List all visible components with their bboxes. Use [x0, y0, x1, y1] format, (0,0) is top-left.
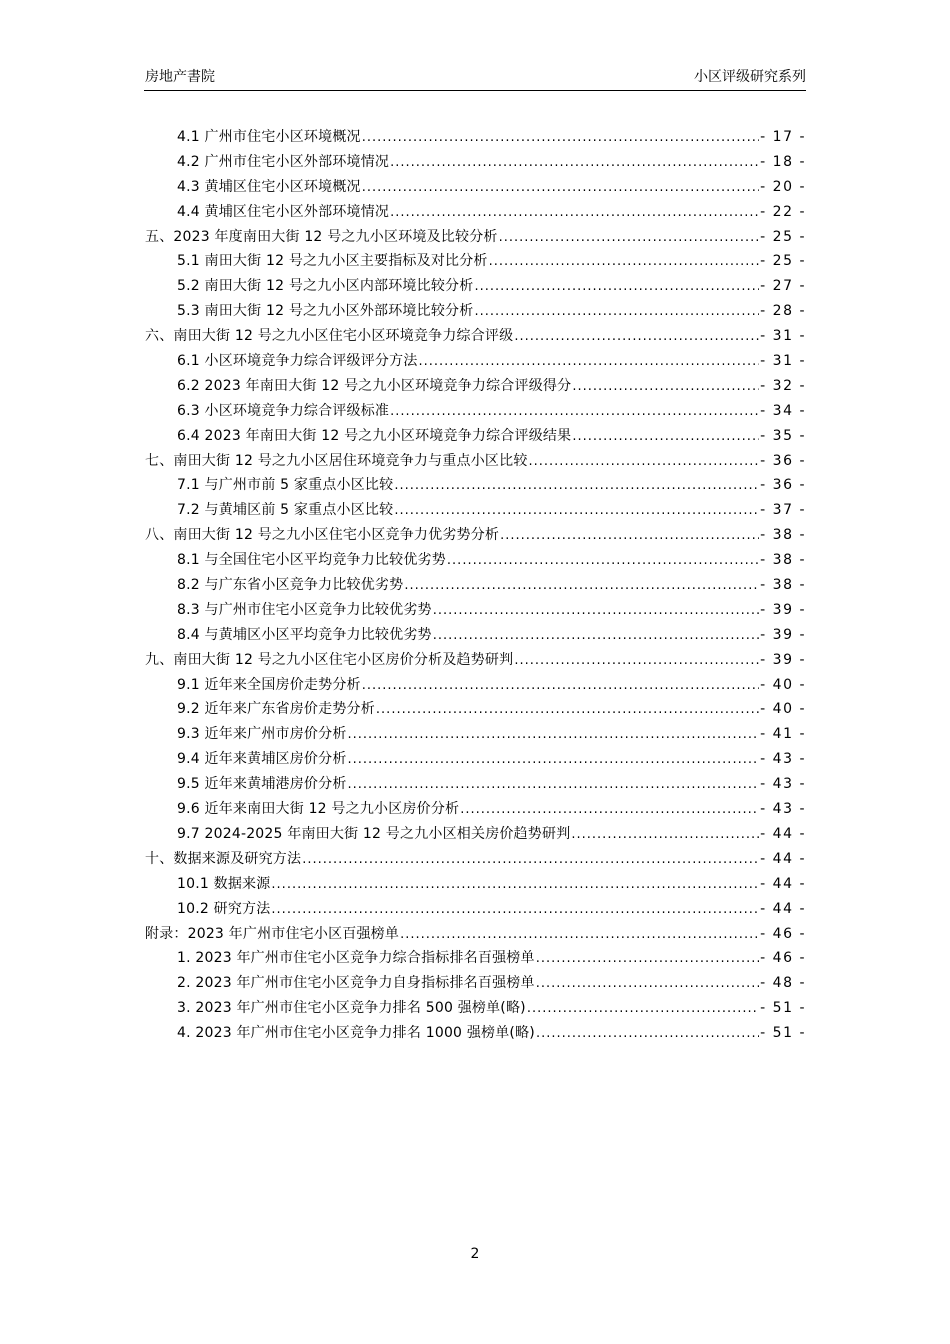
header-left-title: 房地产書院 — [145, 69, 215, 85]
page-number: 2 — [470, 1246, 480, 1262]
toc-dot-leader — [536, 972, 759, 997]
toc-entry-label: 8.2 与广东省小区竞争力比较优劣势 — [177, 577, 404, 594]
toc-entry-subsection[interactable] — [145, 623, 806, 648]
toc-entry-section[interactable] — [145, 648, 806, 673]
toc-entry-label: 10.1 数据来源 — [177, 875, 271, 892]
toc-entry-subsection[interactable] — [145, 1021, 806, 1046]
toc-entry-subsection[interactable] — [145, 673, 806, 698]
toc-dot-leader — [572, 375, 759, 400]
toc-dot-leader — [271, 873, 759, 898]
toc-entry-label: 4.3 黄埔区住宅小区环境概况 — [177, 178, 361, 195]
toc-entry-label: 9.7 2024-2025 年南田大街 12 号之九小区相关房价趋势研判 — [177, 825, 571, 842]
toc-dot-leader — [390, 151, 759, 176]
toc-dot-leader — [536, 947, 759, 972]
toc-entry-page: - 37 - — [760, 502, 806, 519]
toc-entry-page: - 43 - — [760, 801, 806, 818]
toc-dot-leader — [433, 599, 759, 624]
toc-entry-subsection[interactable] — [145, 996, 806, 1021]
toc-entry-label: 3. 2023 年广州市住宅小区竞争力排名 500 强榜单(略) — [177, 1000, 526, 1017]
toc-entry-page: - 35 - — [760, 427, 806, 444]
toc-entry-label: 九、南田大街 12 号之九小区住宅小区房价分析及趋势研判 — [145, 651, 514, 668]
toc-entry-subsection[interactable] — [145, 349, 806, 374]
toc-entry-page: - 51 - — [760, 1025, 806, 1042]
toc-entry-subsection[interactable] — [145, 598, 806, 623]
toc-entry-page: - 31 - — [760, 353, 806, 370]
toc-entry-page: - 38 - — [760, 552, 806, 569]
toc-entry-label: 5.2 南田大街 12 号之九小区内部环境比较分析 — [177, 278, 474, 295]
toc-dot-leader — [362, 176, 759, 201]
toc-entry-subsection[interactable] — [145, 299, 806, 324]
toc-entry-page: - 36 - — [760, 452, 806, 469]
toc-entry-section[interactable] — [145, 922, 806, 947]
toc-entry-page: - 27 - — [760, 278, 806, 295]
toc-dot-leader — [527, 997, 759, 1022]
toc-entry-label: 八、南田大街 12 号之九小区住宅小区竞争力优劣势分析 — [145, 527, 500, 544]
header-right-title: 小区评级研究系列 — [694, 69, 806, 85]
toc-entry-label: 9.5 近年来黄埔港房价分析 — [177, 776, 347, 793]
toc-entry-subsection[interactable] — [145, 548, 806, 573]
toc-entry-page: - 46 - — [760, 925, 806, 942]
toc-entry-page: - 51 - — [760, 1000, 806, 1017]
toc-entry-label: 附录：2023 年广州市住宅小区百强榜单 — [145, 925, 400, 942]
toc-entry-subsection[interactable] — [145, 573, 806, 598]
toc-entry-label: 9.6 近年来南田大街 12 号之九小区房价分析 — [177, 801, 460, 818]
toc-entry-page: - 40 - — [760, 701, 806, 718]
toc-entry-subsection[interactable] — [145, 722, 806, 747]
toc-entry-label: 6.4 2023 年南田大街 12 号之九小区环境竞争力综合评级结果 — [177, 427, 572, 444]
toc-entry-label: 6.2 2023 年南田大街 12 号之九小区环境竞争力综合评级得分 — [177, 377, 572, 394]
toc-entry-subsection[interactable] — [145, 249, 806, 274]
toc-entry-label: 9.4 近年来黄埔区房价分析 — [177, 751, 347, 768]
toc-dot-leader — [400, 923, 759, 948]
toc-dot-leader — [447, 549, 759, 574]
toc-entry-page: - 39 - — [760, 626, 806, 643]
toc-entry-label: 7.2 与黄埔区前 5 家重点小区比较 — [177, 502, 394, 519]
toc-entry-subsection[interactable] — [145, 747, 806, 772]
toc-entry-subsection[interactable] — [145, 150, 806, 175]
toc-dot-leader — [362, 126, 759, 151]
toc-entry-page: - 25 - — [760, 228, 806, 245]
toc-dot-leader — [419, 350, 760, 375]
toc-entry-page: - 48 - — [760, 975, 806, 992]
toc-dot-leader — [404, 574, 759, 599]
toc-entry-label: 4. 2023 年广州市住宅小区竞争力排名 1000 强榜单(略) — [177, 1025, 535, 1042]
toc-entry-section[interactable] — [145, 449, 806, 474]
toc-entry-section[interactable] — [145, 523, 806, 548]
toc-entry-subsection[interactable] — [145, 872, 806, 897]
toc-dot-leader — [394, 474, 759, 499]
toc-dot-leader — [571, 823, 759, 848]
toc-entry-label: 9.3 近年来广州市房价分析 — [177, 726, 347, 743]
toc-dot-leader — [302, 848, 759, 873]
toc-entry-page: - 40 - — [760, 676, 806, 693]
toc-entry-page: - 38 - — [760, 527, 806, 544]
toc-entry-subsection[interactable] — [145, 697, 806, 722]
toc-entry-label: 5.1 南田大街 12 号之九小区主要指标及对比分析 — [177, 253, 488, 270]
toc-entry-page: - 20 - — [760, 178, 806, 195]
toc-entry-page: - 31 - — [760, 328, 806, 345]
toc-entry-subsection[interactable] — [145, 822, 806, 847]
toc-dot-leader — [489, 250, 760, 275]
toc-entry-label: 9.2 近年来广东省房价走势分析 — [177, 701, 375, 718]
toc-entry-page: - 44 - — [760, 850, 806, 867]
toc-entry-subsection[interactable] — [145, 374, 806, 399]
toc-entry-page: - 44 - — [760, 900, 806, 917]
toc-entry-page: - 18 - — [760, 153, 806, 170]
toc-dot-leader — [348, 748, 760, 773]
toc-dot-leader — [514, 649, 759, 674]
toc-dot-leader — [394, 499, 759, 524]
toc-dot-leader — [536, 1022, 759, 1047]
toc-entry-label: 8.4 与黄埔区小区平均竞争力比较优劣势 — [177, 626, 432, 643]
toc-entry-label: 9.1 近年来全国房价走势分析 — [177, 676, 361, 693]
toc-dot-leader — [460, 798, 759, 823]
toc-entry-page: - 22 - — [760, 203, 806, 220]
toc-entry-label: 7.1 与广州市前 5 家重点小区比较 — [177, 477, 394, 494]
toc-entry-page: - 36 - — [760, 477, 806, 494]
toc-dot-leader — [390, 400, 759, 425]
toc-entry-subsection[interactable] — [145, 946, 806, 971]
toc-dot-leader — [500, 524, 759, 549]
toc-entry-subsection[interactable] — [145, 175, 806, 200]
toc-entry-page: - 39 - — [760, 651, 806, 668]
toc-entry-label: 4.4 黄埔区住宅小区外部环境情况 — [177, 203, 390, 220]
toc-entry-label: 五、2023 年度南田大街 12 号之九小区环境及比较分析 — [145, 228, 498, 245]
toc-entry-page: - 39 - — [760, 601, 806, 618]
toc-entry-page: - 25 - — [760, 253, 806, 270]
toc-entry-label: 4.2 广州市住宅小区外部环境情况 — [177, 153, 390, 170]
toc-dot-leader — [474, 300, 759, 325]
toc-entry-subsection[interactable] — [145, 897, 806, 922]
toc-dot-leader — [499, 226, 760, 251]
toc-entry-subsection[interactable] — [145, 125, 806, 150]
toc-entry-page: - 32 - — [760, 377, 806, 394]
toc-entry-label: 6.1 小区环境竞争力综合评级评分方法 — [177, 353, 418, 370]
toc-entry-section[interactable] — [145, 847, 806, 872]
toc-entry-subsection[interactable] — [145, 424, 806, 449]
toc-entry-page: - 41 - — [760, 726, 806, 743]
toc-entry-page: - 28 - — [760, 303, 806, 320]
toc-entry-subsection[interactable] — [145, 399, 806, 424]
toc-entry-page: - 43 - — [760, 776, 806, 793]
toc-entry-page: - 46 - — [760, 950, 806, 967]
toc-dot-leader — [348, 773, 760, 798]
toc-entry-section[interactable] — [145, 225, 806, 250]
toc-dot-leader — [348, 723, 760, 748]
toc-dot-leader — [390, 201, 759, 226]
toc-entry-subsection[interactable] — [145, 274, 806, 299]
toc-entry-subsection[interactable] — [145, 200, 806, 225]
toc-entry-label: 1. 2023 年广州市住宅小区竞争力综合指标排名百强榜单 — [177, 950, 535, 967]
toc-entry-page: - 34 - — [760, 402, 806, 419]
toc-entry-label: 5.3 南田大街 12 号之九小区外部环境比较分析 — [177, 303, 474, 320]
toc-dot-leader — [529, 450, 760, 475]
toc-entry-label: 4.1 广州市住宅小区环境概况 — [177, 129, 361, 145]
toc-entry-page: - 38 - — [760, 577, 806, 594]
toc-entry-subsection[interactable] — [145, 797, 806, 822]
toc-entry-label: 10.2 研究方法 — [177, 900, 271, 917]
toc-dot-leader — [271, 898, 759, 923]
toc-entry-subsection[interactable] — [145, 772, 806, 797]
toc-dot-leader — [362, 674, 759, 699]
toc-entry-label: 七、南田大街 12 号之九小区居住环境竞争力与重点小区比较 — [145, 452, 528, 469]
toc-entry-section[interactable] — [145, 324, 806, 349]
toc-entry-label: 6.3 小区环境竞争力综合评级标准 — [177, 402, 390, 419]
toc-entry-page: - 17 - — [760, 129, 806, 145]
table-of-contents — [145, 125, 806, 1046]
toc-dot-leader — [376, 698, 759, 723]
toc-entry-label: 十、数据来源及研究方法 — [145, 850, 302, 867]
toc-entry-label: 8.1 与全国住宅小区平均竞争力比较优劣势 — [177, 552, 446, 569]
toc-entry-subsection[interactable] — [145, 971, 806, 996]
toc-entry-page: - 44 - — [760, 825, 806, 842]
toc-entry-label: 8.3 与广州市住宅小区竞争力比较优劣势 — [177, 601, 432, 618]
toc-entry-subsection[interactable] — [145, 473, 806, 498]
toc-dot-leader — [433, 624, 759, 649]
toc-entry-label: 2. 2023 年广州市住宅小区竞争力自身指标排名百强榜单 — [177, 975, 535, 992]
toc-dot-leader — [514, 325, 759, 350]
toc-dot-leader — [572, 425, 759, 450]
toc-entry-page: - 44 - — [760, 875, 806, 892]
header-divider — [144, 90, 806, 91]
toc-entry-page: - 43 - — [760, 751, 806, 768]
toc-dot-leader — [474, 275, 759, 300]
toc-entry-label: 六、南田大街 12 号之九小区住宅小区环境竞争力综合评级 — [145, 328, 514, 345]
toc-entry-subsection[interactable] — [145, 498, 806, 523]
